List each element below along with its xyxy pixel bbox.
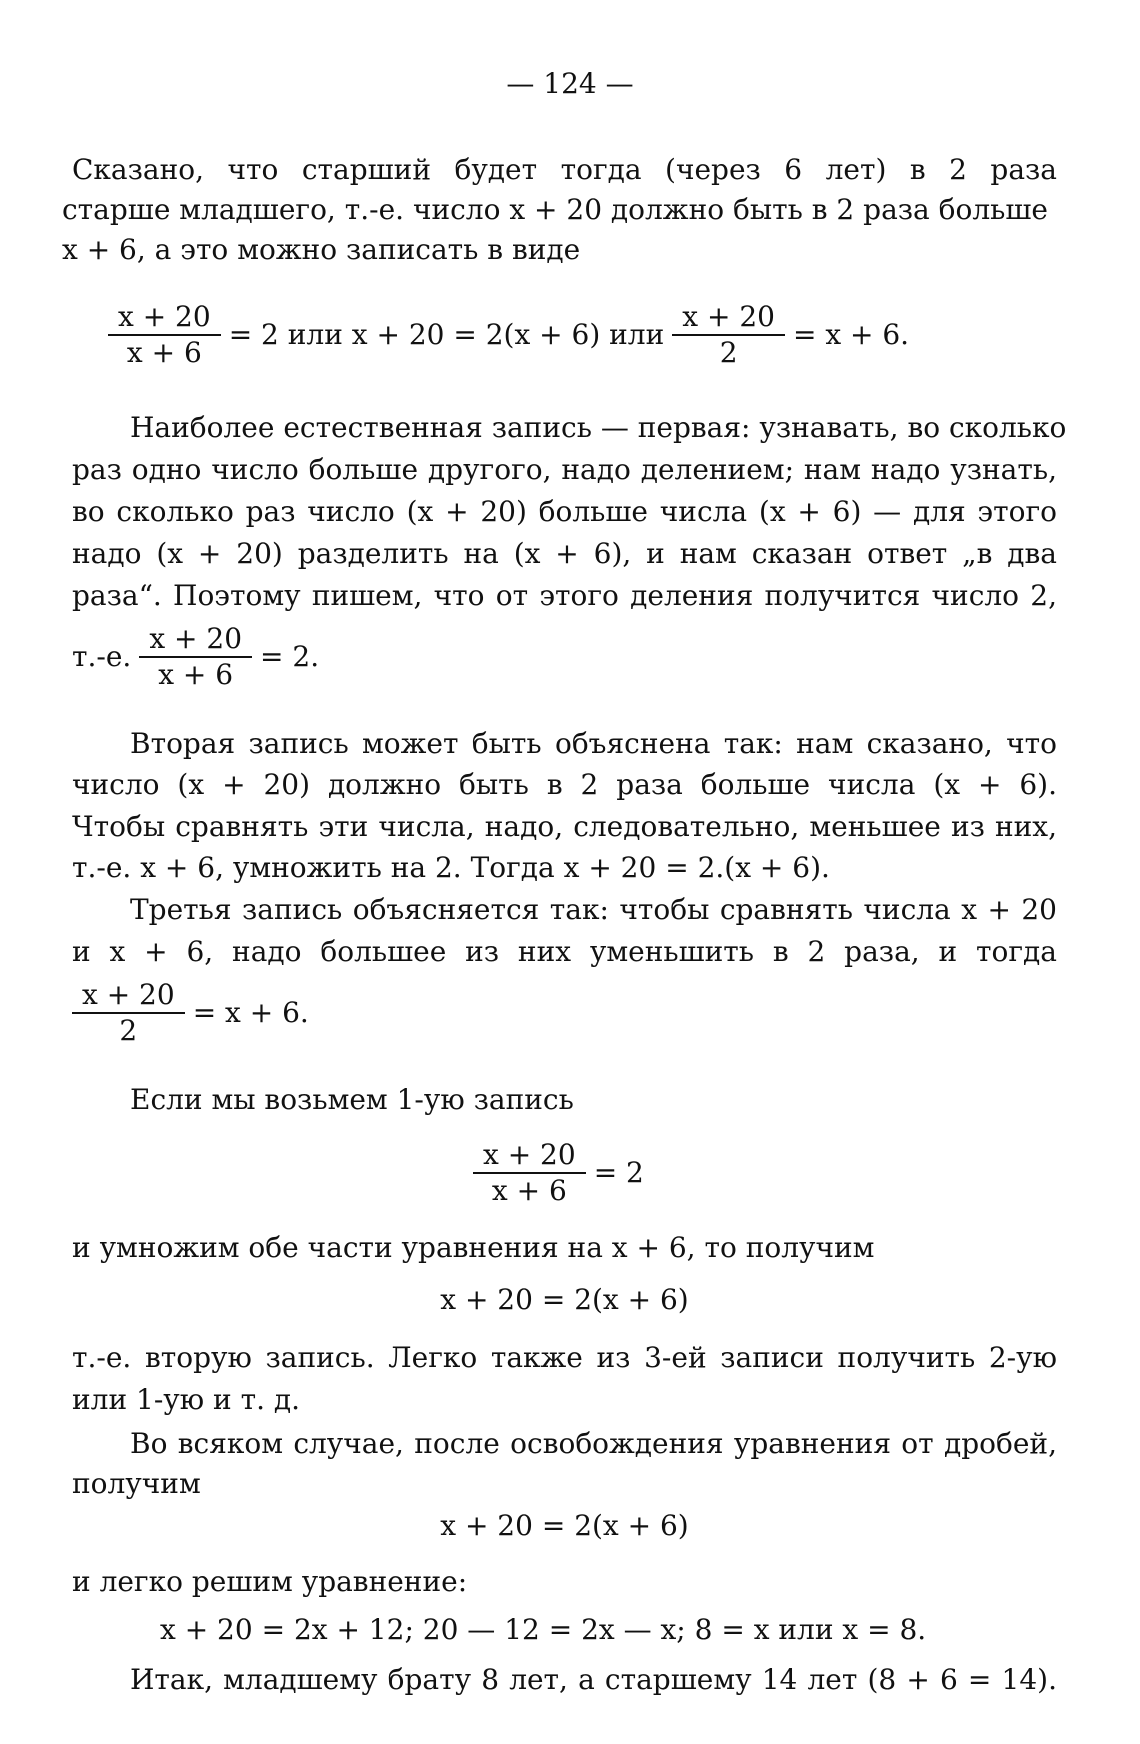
denominator: x + 6 <box>491 1174 567 1207</box>
denominator: x + 6 <box>126 336 202 369</box>
text-line: надо (x + 20) разделить на (x + 6), и нам сказан ответ „в два <box>72 537 1057 570</box>
numerator: x + 20 <box>672 300 785 336</box>
text-line: и умножим обе части уравнения на x + 6, то получим <box>72 1231 875 1264</box>
equation-row-3 <box>64 978 309 1048</box>
equation-row-2 <box>72 622 319 692</box>
text-line: x + 6, а это можно записать в виде <box>62 233 581 266</box>
equation-row-1 <box>100 300 909 370</box>
text-line: и x + 6, надо большее из них уменьшить в 2 раза, и тогда <box>72 935 1057 968</box>
text-line: или 1-ую и т. д. <box>72 1383 301 1416</box>
numerator: x + 20 <box>139 622 252 658</box>
numerator: x + 20 <box>72 978 185 1014</box>
text-line: получим <box>72 1467 201 1500</box>
text-line: Итак, младшему брату 8 лет, а старшему 14 лет (8 + 6 = 14). <box>130 1663 1057 1696</box>
denominator: x + 6 <box>158 658 234 691</box>
text-line: Чтобы сравнять эти числа, надо, следовательно, меньшее из них, <box>72 810 1057 843</box>
text-line: Третья запись объясняется так: чтобы сравнять числа x + 20 <box>130 893 1057 926</box>
equation-text: = x + 6. <box>792 318 910 351</box>
fraction <box>72 978 185 1048</box>
text-line: Если мы возьмем 1-ую запись <box>130 1083 574 1116</box>
equation-text: т.-е. <box>72 640 132 673</box>
fraction <box>672 300 785 370</box>
equation-line: x + 20 = 2(x + 6) <box>440 1509 689 1542</box>
text-line: Вторая запись может быть объяснена так: нам сказано, что <box>130 727 1057 760</box>
text-line: Сказано, что старший будет тогда (через 6 лет) в 2 раза <box>72 153 1057 186</box>
text-line: и легко решим уравнение: <box>72 1565 468 1598</box>
denominator: 2 <box>119 1014 138 1047</box>
text-line: во сколько раз число (x + 20) больше числа (x + 6) — для этого <box>72 495 1057 528</box>
text-line: т.-е. x + 6, умножить на 2. Тогда x + 20 = 2.(x + 6). <box>72 851 830 884</box>
numerator: x + 20 <box>473 1138 586 1174</box>
text-line: раза“. Поэтому пишем, что от этого деления получится число 2, <box>72 579 1057 612</box>
text-line: т.-е. вторую запись. Легко также из 3-ей записи получить 2-ую <box>72 1341 1057 1374</box>
page-number: — 124 — <box>506 67 634 100</box>
equation-line: x + 20 = 2(x + 6) <box>440 1283 689 1316</box>
equation-row-4 <box>465 1138 644 1208</box>
fraction <box>108 300 221 370</box>
equation-text: = 2 или x + 20 = 2(x + 6) или <box>228 318 665 351</box>
fraction <box>139 622 252 692</box>
text-line: Во всяком случае, после освобождения уравнения от дробей, <box>130 1427 1057 1460</box>
equation-line: x + 20 = 2x + 12; 20 — 12 = 2x — x; 8 = x или x = 8. <box>160 1613 927 1646</box>
fraction <box>473 1138 586 1208</box>
text-line: Наиболее естественная запись — первая: узнавать, во сколько <box>130 411 1067 444</box>
text-line: число (x + 20) должно быть в 2 раза больше числа (x + 6). <box>72 768 1057 801</box>
equation-text: = 2 <box>593 1156 644 1189</box>
text-line: раз одно число больше другого, надо делением; нам надо узнать, <box>72 453 1057 486</box>
text-line: старше младшего, т.-е. число x + 20 должно быть в 2 раза больше <box>62 193 1048 226</box>
equation-text: = x + 6. <box>192 996 309 1029</box>
numerator: x + 20 <box>108 300 221 336</box>
equation-text: = 2. <box>260 640 320 673</box>
denominator: 2 <box>719 336 738 369</box>
